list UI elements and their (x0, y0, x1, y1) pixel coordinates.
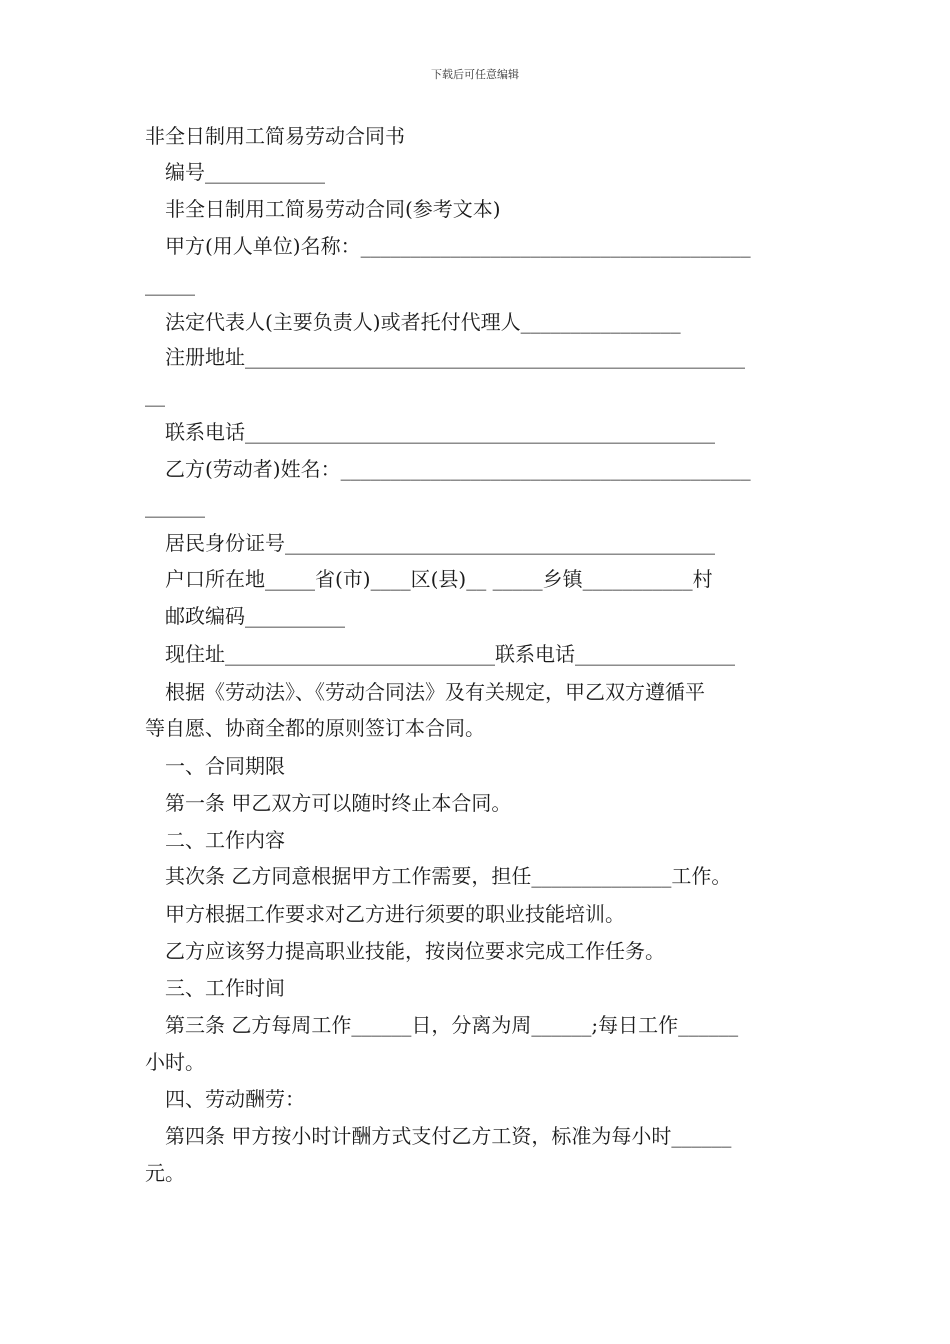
article-1: 第一条 甲乙双方可以随时终止本合同。 (165, 791, 512, 815)
section-2-heading: 二、工作内容 (165, 828, 285, 852)
contract-number-line: 编号____________ (165, 160, 325, 184)
header-note: 下载后可任意编辑 (431, 68, 519, 81)
household-registration-line: 户口所在地_____省(市)____区(县)__ _____乡镇___________村 (165, 567, 713, 591)
registered-address-line-cont: __ (145, 383, 165, 407)
postal-code-line: 邮政编码__________ (165, 604, 345, 628)
document-title: 非全日制用工简易劳动合同书 (145, 124, 405, 148)
employer-phone-line: 联系电话_______________________________________________ (165, 420, 715, 444)
article-4: 第四条 甲方按小时计酬方式支付乙方工资，标准为每小时______ (165, 1124, 732, 1148)
subtitle-line: 非全日制用工简易劳动合同(参考文本) (165, 197, 501, 221)
section-3-heading: 三、工作时间 (165, 976, 285, 1000)
preamble-line-1: 根据《劳动法》、《劳动合同法》及有关规定，甲乙双方遵循平 (165, 680, 705, 704)
registered-address-line: 注册地址__________________________________________________ (165, 345, 745, 369)
id-number-line: 居民身份证号___________________________________________ (165, 531, 715, 555)
article-3: 第三条 乙方每周工作______日，分离为周______;每日工作______ (165, 1013, 739, 1037)
article-2-duty: 乙方应该努力提高职业技能，按岗位要求完成工作任务。 (165, 939, 665, 963)
current-address-line: 现住址___________________________联系电话________________ (165, 642, 735, 666)
legal-representative-line: 法定代表人(主要负责人)或者托付代理人________________ (165, 310, 681, 334)
employee-name-line: 乙方(劳动者)姓名：_________________________________________ (165, 457, 751, 481)
article-4-cont: 元。 (145, 1161, 185, 1185)
preamble-line-2: 等自愿、协商全都的原则签订本合同。 (145, 716, 485, 740)
employer-name-line: 甲方(用人单位)名称：_______________________________________ (165, 234, 751, 258)
article-3-cont: 小时。 (145, 1050, 205, 1074)
article-2-training: 甲方根据工作要求对乙方进行须要的职业技能培训。 (165, 902, 625, 926)
section-1-heading: 一、合同期限 (165, 754, 285, 778)
employer-name-line-cont: _____ (145, 272, 195, 296)
employee-name-line-cont: ______ (145, 494, 205, 518)
section-4-heading: 四、劳动酬劳： (165, 1087, 305, 1111)
article-2: 其次条 乙方同意根据甲方工作需要，担任______________工作。 (165, 864, 732, 888)
